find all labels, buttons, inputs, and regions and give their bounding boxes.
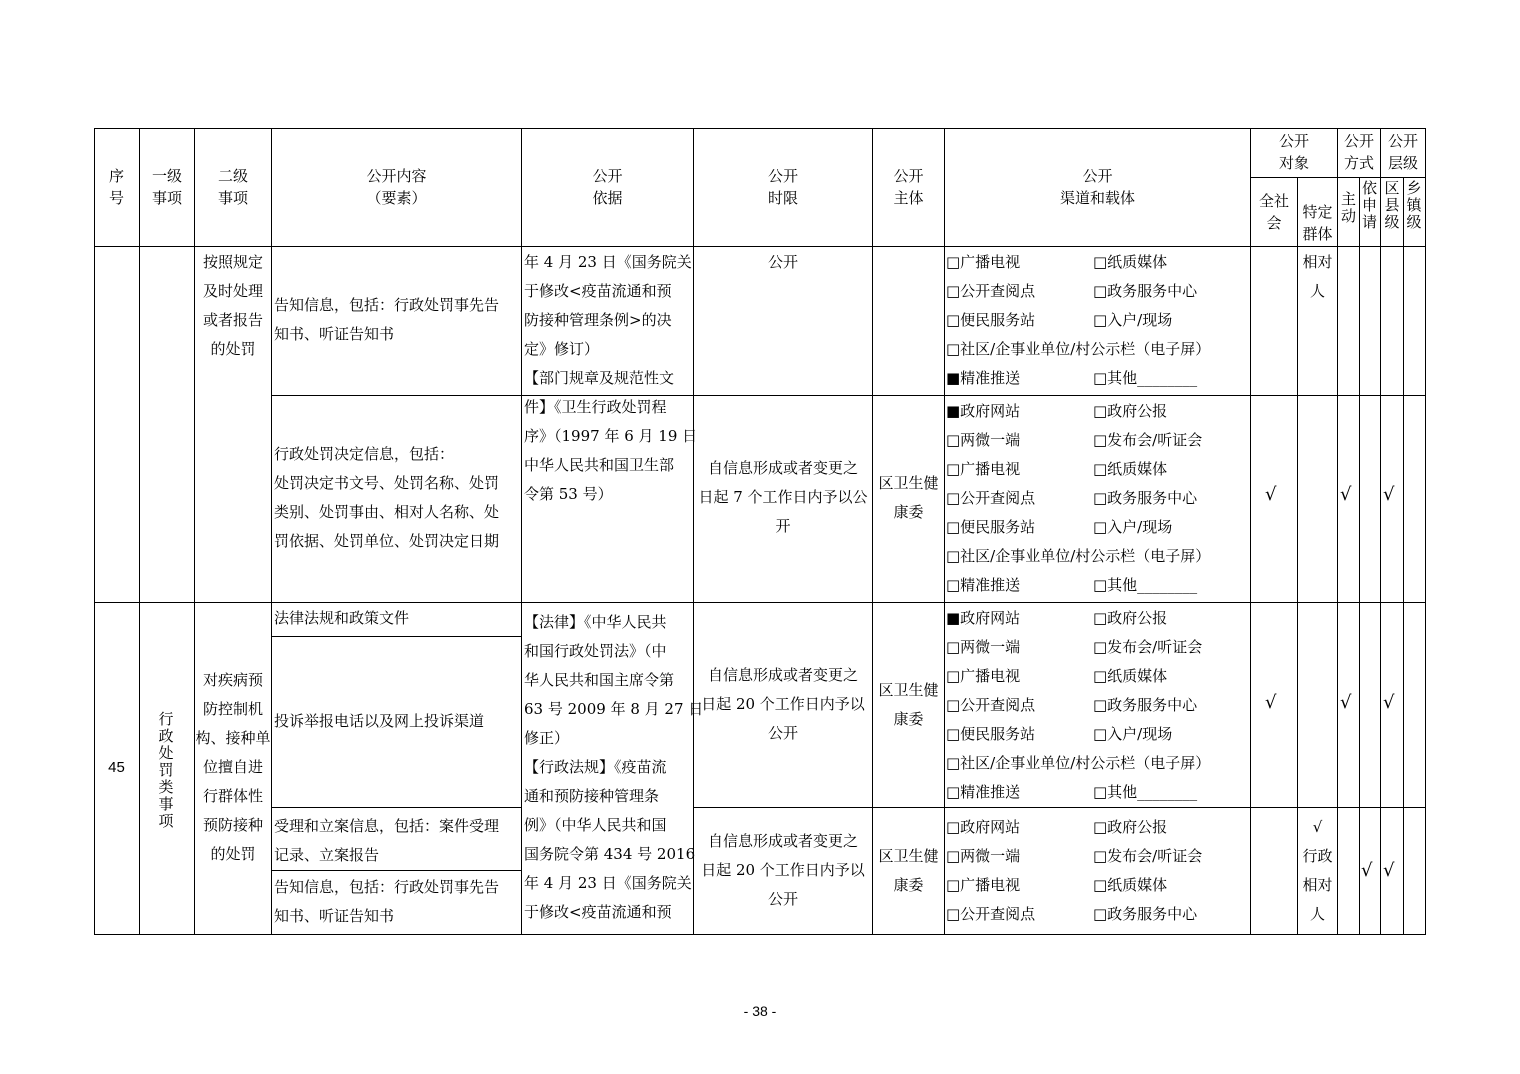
row45-subject-b: 区卫生健 康委	[878, 847, 939, 894]
header-bottom-rule	[94, 246, 1426, 247]
row1-channels-a: □广播电视 □纸质媒体 □公开查阅点 □政务服务中心 □便民服务站 □入户/现场 □社区/企事业单位/村公示栏（电子屏） ■精准推送 □其他________	[946, 253, 1211, 387]
row-divider	[271, 807, 521, 808]
row1-limit-a: 公开	[767, 253, 798, 271]
col-rule	[1359, 177, 1360, 935]
col-rule	[271, 128, 272, 935]
row45-check-district-b: √	[1383, 860, 1395, 881]
row1-channels-b: ■政府网站 □政府公报 □两微一端 □发布会/听证会 □广播电视 □纸质媒体 □公开查阅点 □政务服务中心 □便民服务站 □入户/现场 □社区/企事业单位/村公示栏（电子屏） □精准推送 □其他________	[946, 402, 1211, 594]
row45-limit-b: 自信息形成或者变更之 日起 20 个工作日内予以 公开	[701, 832, 865, 908]
row45-content-laws: 法律法规和政策文件	[274, 609, 410, 627]
header-level1: 一级事项	[151, 167, 182, 207]
col-rule	[1250, 128, 1251, 935]
row45-limit-a: 自信息形成或者变更之 日起 20 个工作日内予以 公开	[701, 666, 865, 742]
row-divider	[693, 807, 1426, 808]
header-target-spec: 特定群体	[1302, 203, 1333, 243]
row1-basis: 年 4 月 23 日《国务院关 于修改<疫苗流通和预 防接种管理条例>的决 定》修订） 【部门规章及规范性文 件】《卫生行政处罚程 序》（1997 年 6 月 19 日 中华人民共和国卫生部 令第 53 号）	[524, 253, 698, 503]
row-divider	[271, 636, 521, 637]
row1-content-decision: 行政处罚决定信息，包括： 处罚决定书文号、处罚名称、处罚 类别、处罚事由、相对人名称、处 罚依据、处罚单位、处罚决定日期	[274, 445, 500, 550]
header-level: 公开层级	[1387, 132, 1418, 172]
header-channel: 公开 渠道和载体	[1059, 167, 1135, 207]
row45-target-spec: √ 行政 相对 人	[1302, 818, 1333, 923]
col-rule	[944, 128, 945, 935]
row45-check-all: √	[1265, 692, 1277, 713]
row1-target-spec: 相对 人	[1302, 253, 1333, 300]
row1-subject-b: 区卫生健 康委	[878, 474, 939, 521]
row1-content-notice: 告知信息，包括：行政处罚事先告 知书、听证告知书	[274, 296, 500, 343]
row45-subject-a: 区卫生健 康委	[878, 681, 939, 728]
row1-limit-b: 自信息形成或者变更之 日起 7 个工作日内予以公 开	[698, 459, 868, 535]
col-rule	[1403, 177, 1404, 935]
row45-content-filing: 受理和立案信息，包括：案件受理 记录、立案报告	[274, 817, 500, 864]
row1-check-active: √	[1340, 484, 1352, 505]
row45-seq: 45	[108, 759, 125, 776]
header-mode-active: 主动	[1340, 190, 1356, 225]
row45-basis: 【法律】《中华人民共 和国行政处罚法》（中 华人民共和国主席令第 63 号 2009 年 8 月 27 日 修正） 【行政法规】《疫苗流 通和预防接种管理条 例》（中华人民共和国 国务院令第 434 号 2016 年 4 月 23 日《国务院关 于修改<疫苗流通和预	[524, 613, 704, 921]
header-limit: 公开 时限	[767, 167, 798, 207]
page-number: - 38 -	[743, 1003, 777, 1019]
table-border-bottom	[94, 934, 1426, 935]
row45-item1: 行政处罚类事项	[158, 710, 174, 830]
row-divider	[271, 870, 521, 871]
header-subrule	[1251, 177, 1426, 178]
row45-channels-a: ■政府网站 □政府公报 □两微一端 □发布会/听证会 □广播电视 □纸质媒体 □公开查阅点 □政务服务中心 □便民服务站 □入户/现场 □社区/企事业单位/村公示栏（电子屏） □精准推送 □其他________	[946, 609, 1211, 801]
header-level-district: 区县级	[1384, 179, 1400, 231]
col-rule	[1380, 128, 1381, 935]
table-border-top	[94, 128, 1426, 129]
row-divider	[94, 602, 1426, 603]
header-subject: 公开 主体	[893, 167, 924, 207]
col-rule	[872, 128, 873, 935]
header-level2: 二级事项	[217, 167, 248, 207]
row-divider	[271, 395, 1426, 396]
row1-check-all: √	[1265, 484, 1277, 505]
row45-item2: 对疾病预 防控制机 构、接种单 位擅自进 行群体性 预防接种 的处罚	[195, 671, 271, 863]
row1-item2: 按照规定 及时处理 或者报告 的处罚	[202, 253, 263, 358]
col-rule	[94, 128, 95, 935]
header-level-town: 乡镇级	[1406, 179, 1422, 231]
header-mode: 公开方式	[1343, 132, 1374, 172]
header-mode-apply: 依申请	[1361, 179, 1377, 231]
table-border-right	[1425, 128, 1426, 935]
row45-check-district: √	[1383, 692, 1395, 713]
row45-content-complaint: 投诉举报电话以及网上投诉渠道	[274, 712, 485, 730]
row45-channels-b: □政府网站 □政府公报 □两微一端 □发布会/听证会 □广播电视 □纸质媒体 □公开查阅点 □政务服务中心	[946, 818, 1203, 923]
col-rule	[1337, 128, 1338, 935]
row45-check-active: √	[1340, 692, 1352, 713]
row1-check-district: √	[1383, 484, 1395, 505]
disclosure-table	[94, 128, 1426, 935]
header-target-all: 全社会	[1258, 192, 1289, 232]
row45-check-apply: √	[1361, 860, 1373, 881]
header-basis: 公开 依据	[592, 167, 623, 207]
col-rule	[139, 128, 140, 935]
header-target: 公开对象	[1278, 132, 1309, 172]
col-rule	[521, 128, 522, 935]
header-seq: 序号	[108, 167, 124, 207]
header-content: 公开内容 （要素）	[366, 167, 427, 207]
row45-content-notice: 告知信息，包括：行政处罚事先告 知书、听证告知书	[274, 878, 500, 925]
